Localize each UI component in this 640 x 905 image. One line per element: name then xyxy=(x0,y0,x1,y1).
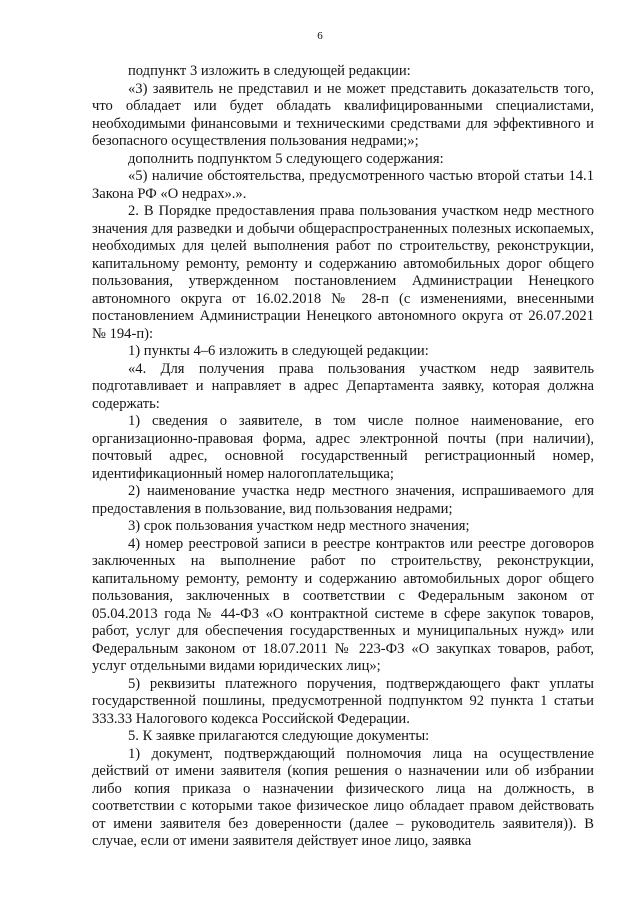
paragraph: 4) номер реестровой записи в реестре контрактов или реестре договоров заключенных на выполнение работ по строительству, реконструкции, капитальному ремонту, ремонту и содержанию автомобильных дорог общего пользования, заключенных в соответствии с Федеральным законом от 05.04.2013 года № 44-ФЗ «О контрактной системе в сфере закупок товаров, работ, услуг для обеспечения государственных и муниципальных нужд» или Федеральным законом от 18.07.2011 № 223-ФЗ «О закупках товаров, работ, услуг отдельными видами юридических лиц»; xyxy=(92,535,594,674)
paragraph: «3) заявитель не представил и не может представить доказательств того, что обладает или будет обладать квалифицированными специалистами, необходимыми финансовыми и техническими средствами для эффективного и безопасного осуществления пользования недрами;»; xyxy=(92,80,594,149)
paragraph: 5) реквизиты платежного поручения, подтверждающего факт уплаты государственной пошлины, предусмотренной подпунктом 92 пункта 1 статьи 333.33 Налогового кодекса Российской Федерации. xyxy=(92,675,594,727)
paragraph: 1) документ, подтверждающий полномочия лица на осуществление действий от имени заявителя (копия решения о назначении или об избрании либо копия приказа о назначении физического лица на должность, в соответствии с которыми такое физическое лицо обладает правом действовать от имени заявителя без доверенности (далее – руководитель заявителя)). В случае, если от имени заявителя действует иное лицо, заявка xyxy=(92,745,594,849)
paragraph: подпункт 3 изложить в следующей редакции: xyxy=(128,63,411,79)
paragraph: 1) пункты 4–6 изложить в следующей редакции: xyxy=(128,343,429,359)
page-number: 6 xyxy=(317,30,323,42)
paragraph: 2. В Порядке предоставления права пользования участком недр местного значения для разведки и добычи общераспространенных полезных ископаемых, необходимых для целей выполнения работ по строительству, реконструкции, капитальному ремонту, ремонту и содержанию автомобильных дорог общего пользования, утвержденном постановлением Администрации Ненецкого автономного округа от 16.02.2018 № 28-п (с изменениями, внесенными постановлением Администрации Ненецкого автономного округа от 26.07.2021 № 194-п): xyxy=(92,203,594,342)
paragraph: 1) сведения о заявителе, в том числе полное наименование, его организационно-правовая форма, адрес электронной почты (при наличии), почтовый адрес, основной государственный регистрационный номер, идентификационный номер налогоплательщика; xyxy=(92,413,594,482)
paragraph: 3) срок пользования участком недр местного значения; xyxy=(128,518,470,534)
document-body xyxy=(92,63,594,851)
paragraph: 2) наименование участка недр местного значения, испрашиваемого для предоставления в пользование, вид пользования недрами; xyxy=(92,483,594,517)
paragraph: 5. К заявке прилагаются следующие документы: xyxy=(128,728,430,744)
paragraph: «4. Для получения права пользования участком недр заявитель подготавливает и направляет в адрес Департамента заявку, которая должна содержать: xyxy=(92,360,594,412)
paragraph: дополнить подпунктом 5 следующего содержания: xyxy=(128,150,444,167)
paragraph: «5) наличие обстоятельства, предусмотренного частью второй статьи 14.1 Закона РФ «О недрах».». xyxy=(92,168,594,202)
